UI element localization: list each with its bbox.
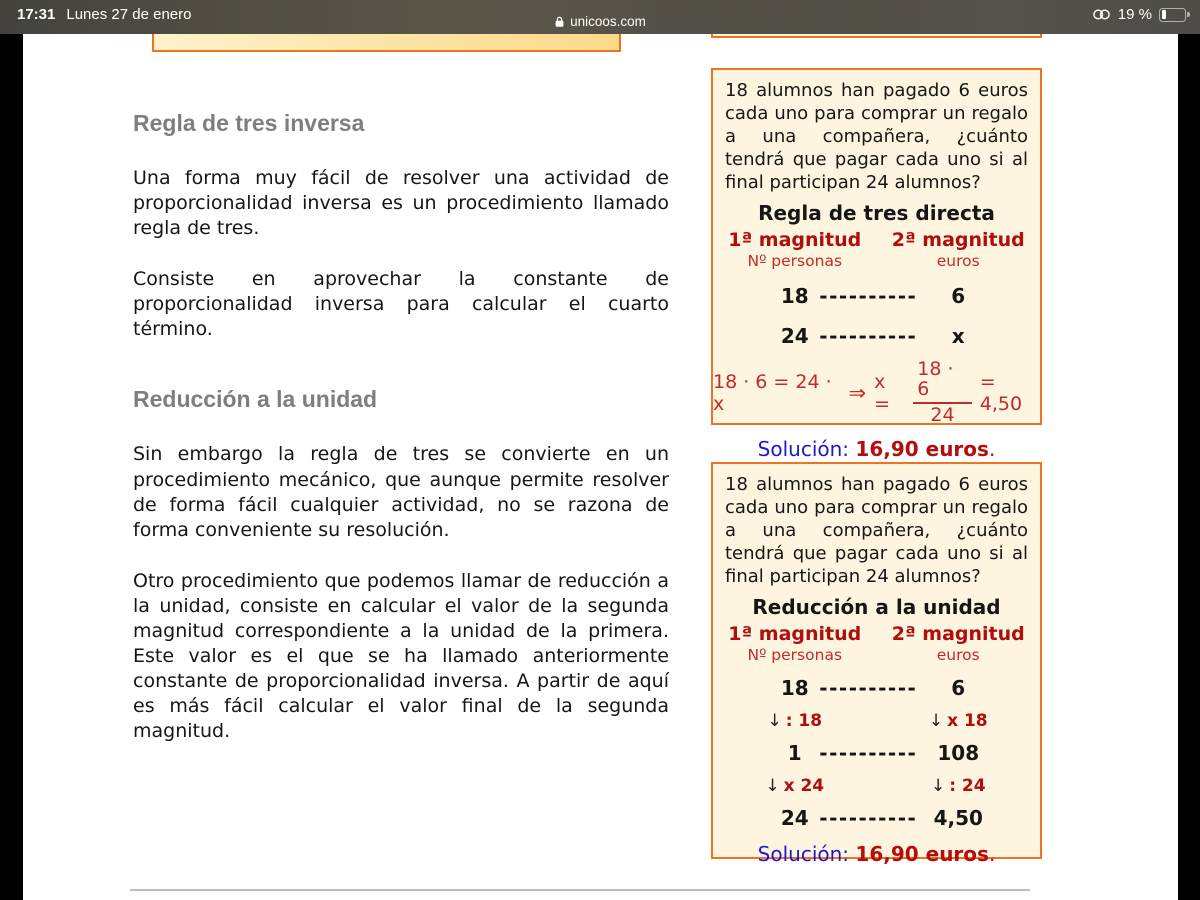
- dash-separator: ----------: [819, 806, 918, 831]
- solution-period: .: [988, 436, 996, 461]
- example-title: Reducción a la unidad: [752, 595, 1001, 620]
- solution-label: Solución:: [757, 842, 850, 867]
- fraction-denominator: 24: [930, 404, 955, 427]
- operation-left: [713, 776, 877, 796]
- paragraph-3: Sin embargo la regla de tres se convierte en un procedimiento mecánico, que aunque permite resolver de forma fácil cualquier actividad, no se razona de forma conveniente su resolución.: [133, 443, 669, 541]
- value-right: 6: [951, 676, 966, 701]
- operation-left: [713, 711, 877, 731]
- operation-text: : 24: [949, 776, 986, 797]
- proportion-row-3: [713, 806, 1040, 830]
- value-right: x: [951, 324, 965, 349]
- value-left: 18: [780, 284, 809, 309]
- fraction: [913, 360, 972, 426]
- value-right: 6: [951, 284, 966, 309]
- document-page: [23, 0, 1178, 900]
- magnitude-2-header: 2ª magnitud: [891, 229, 1025, 252]
- operation-right: [877, 711, 1041, 731]
- solution-line: [713, 437, 1040, 461]
- magnitude-1-sub: Nº personas: [747, 646, 843, 665]
- fraction-numerator: 18 · 6: [913, 360, 972, 404]
- solution-value: 16,90 euros: [855, 436, 989, 461]
- down-arrow-icon: ↓: [928, 711, 944, 732]
- magnitude-1-header: 1ª magnitud: [728, 623, 862, 646]
- magnitude-2-sub: euros: [936, 646, 980, 665]
- section-heading-regla-inversa: Regla de tres inversa: [133, 110, 365, 136]
- solution-value: 16,90 euros: [855, 842, 989, 867]
- problem-statement: 18 alumnos han pagado 6 euros cada uno para comprar un regalo a una compañera, ¿cuánto tendrá que pagar cada uno si al final participan 24 alumnos?: [725, 80, 1028, 194]
- section-heading-reduccion: Reducción a la unidad: [133, 386, 378, 413]
- magnitude-1-header: 1ª magnitud: [728, 229, 862, 252]
- formula-equation: 18 · 6 = 24 · x: [713, 371, 832, 416]
- operation-row-1: [713, 711, 1040, 731]
- lock-icon: [554, 15, 565, 28]
- proportion-row-2: [713, 324, 1040, 348]
- battery-icon: [1159, 8, 1186, 22]
- rule-of-three-formula: [713, 360, 1040, 426]
- example-title: Regla de tres directa: [758, 201, 995, 226]
- operation-row-2: [713, 776, 1040, 796]
- clock-time: 17:31: [17, 6, 56, 23]
- value-right: 108: [937, 741, 980, 766]
- solution-period: .: [988, 842, 996, 867]
- dash-separator: ----------: [819, 284, 918, 309]
- magnitude-sub-row: [713, 252, 1040, 270]
- down-arrow-icon: ↓: [765, 776, 780, 797]
- value-left: 24: [780, 324, 809, 349]
- example-box-regla-directa: [711, 68, 1042, 461]
- down-arrow-icon: ↓: [767, 711, 782, 732]
- url-text: unicoos.com: [570, 14, 646, 29]
- proportion-row-1: [713, 284, 1040, 308]
- value-left: 18: [780, 676, 809, 701]
- page-divider-line: [130, 889, 1030, 891]
- paragraph-2: Consiste en aprovechar la constante de proporcionalidad inversa para calcular el cuarto término.: [133, 268, 669, 341]
- operation-text: x 18: [947, 711, 988, 732]
- battery-percent: 19 %: [1117, 6, 1152, 23]
- status-right-cluster: [1092, 6, 1186, 23]
- operation-text: : 18: [785, 711, 823, 732]
- magnitude-2-sub: euros: [936, 252, 980, 271]
- operation-right: [877, 776, 1041, 796]
- operation-text: x 24: [783, 776, 825, 797]
- dash-separator: ----------: [819, 324, 918, 349]
- dash-separator: ----------: [819, 676, 918, 701]
- magnitude-1-sub: Nº personas: [747, 252, 843, 271]
- hotspot-link-icon: [1092, 8, 1111, 21]
- solution-line: [713, 842, 1040, 866]
- down-arrow-icon: ↓: [930, 776, 946, 797]
- magnitude-header-row: [713, 623, 1040, 645]
- magnitude-2-header: 2ª magnitud: [891, 623, 1025, 646]
- status-bar: [0, 0, 1200, 34]
- article-column: [133, 100, 669, 744]
- example-box-reduccion-unidad: [711, 462, 1042, 867]
- dash-separator: ----------: [819, 741, 918, 766]
- value-left: 24: [780, 806, 809, 831]
- proportion-row-1: [713, 676, 1040, 700]
- formula-x-equals: x =: [874, 371, 890, 416]
- clock-date: Lunes 27 de enero: [66, 6, 192, 23]
- implies-arrow-icon: ⇒: [848, 381, 867, 406]
- paragraph-1: Una forma muy fácil de resolver una actividad de proporcionalidad inversa es un procedimiento llamado regla de tres.: [133, 167, 669, 240]
- value-left: 1: [787, 741, 802, 766]
- problem-statement: 18 alumnos han pagado 6 euros cada uno para comprar un regalo a una compañera, ¿cuánto tendrá que pagar cada uno si al final participan 24 alumnos?: [725, 474, 1028, 588]
- magnitude-header-row: [713, 229, 1040, 251]
- paragraph-4: Otro procedimiento que podemos llamar de reducción a la unidad, consiste en calcular el valor de la segunda magnitud correspondiente a la unidad de la primera. Este valor es el que se ha llamado anteriormente constante de proporcionalidad inversa. A partir de aquí es más fácil calcular el valor final de la segunda magnitud.: [133, 569, 669, 743]
- magnitude-sub-row: [713, 646, 1040, 664]
- url-bar[interactable]: [0, 14, 1200, 29]
- formula-result: = 4,50: [979, 371, 1023, 416]
- value-right: 4,50: [933, 806, 983, 831]
- solution-label: Solución:: [757, 436, 850, 461]
- proportion-row-2: [713, 741, 1040, 765]
